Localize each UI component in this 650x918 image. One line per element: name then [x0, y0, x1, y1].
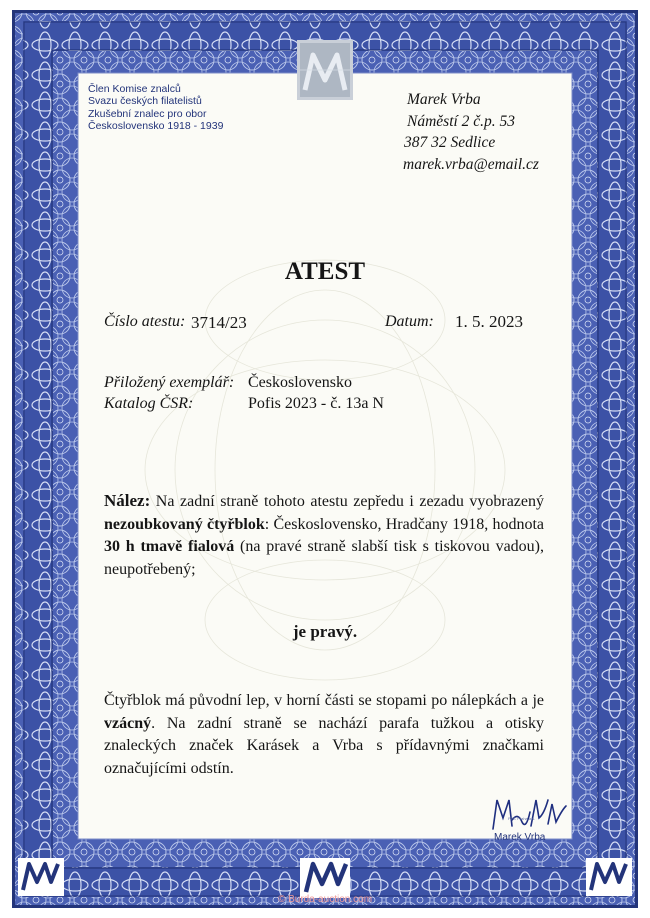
date-label: Datum:: [385, 313, 434, 330]
date-value: 1. 5. 2023: [455, 312, 523, 331]
finding-highlight: nezoubkovaný čtyřblok: [104, 515, 265, 533]
issuer-line: Československo 1918 - 1939: [88, 120, 224, 133]
finding-paragraph: [104, 490, 544, 581]
finding-text: : Československo, Hradčany 1918, hodnota: [264, 515, 545, 533]
catalog-label: Katalog ČSR:: [104, 395, 194, 412]
issuer-line: Zkušební znalec pro obor: [88, 107, 207, 120]
verdict: je pravý.: [292, 622, 358, 641]
address-name: Marek Vrba: [407, 91, 481, 108]
address-email: marek.vrba@email.cz: [403, 155, 539, 173]
exemplar-label: Přiložený exemplář:: [104, 374, 235, 391]
hologram-seal: [297, 40, 353, 100]
address-city: 387 32 Sedlice: [404, 134, 496, 151]
document-title: ATEST: [284, 258, 366, 285]
note-highlight: vzácný: [104, 714, 152, 732]
mv-logo-left: [18, 858, 64, 896]
finding-text: (na pravé straně slabší tisk s tiskovou vadou), neupotřebený;: [104, 538, 545, 578]
mv-logo-right: [586, 858, 632, 896]
issuer-line: Člen Komise znalců: [88, 83, 181, 95]
note-text: Čtyřblok má původní lep, v horní části se stopami po nálepkách a je: [104, 692, 544, 709]
address-block: [403, 89, 539, 175]
issuer-block: [88, 83, 223, 133]
printer-mark: PTC Praha a.s.: [508, 816, 536, 821]
exemplar-value: Československo: [248, 374, 352, 391]
note-text: . Na zadní straně se nachází parafa tužkou a otisky znaleckých značek Karásek a Vrba s přídavnými značkami označujícími odstín.: [104, 714, 544, 777]
number-value: 3714/23: [191, 313, 247, 332]
signature-name: Marek Vrba: [494, 832, 546, 843]
catalog-value: Pofis 2023 - č. 13a N: [248, 395, 384, 412]
finding-text: Na zadní straně tohoto atestu zepředu i zezadu vyobrazený: [150, 493, 544, 510]
number-label: Číslo atestu:: [104, 313, 186, 330]
watermark: © Burda-auction.com: [277, 894, 373, 905]
finding-label: Nález:: [104, 491, 151, 510]
finding-highlight: 30 h tmavě fialová: [104, 538, 235, 555]
address-street: Náměstí 2 č.p. 53: [407, 112, 516, 130]
note-paragraph: [104, 690, 544, 780]
mv-logo: [300, 858, 350, 898]
issuer-line: Svazu českých filatelistů: [88, 95, 202, 108]
